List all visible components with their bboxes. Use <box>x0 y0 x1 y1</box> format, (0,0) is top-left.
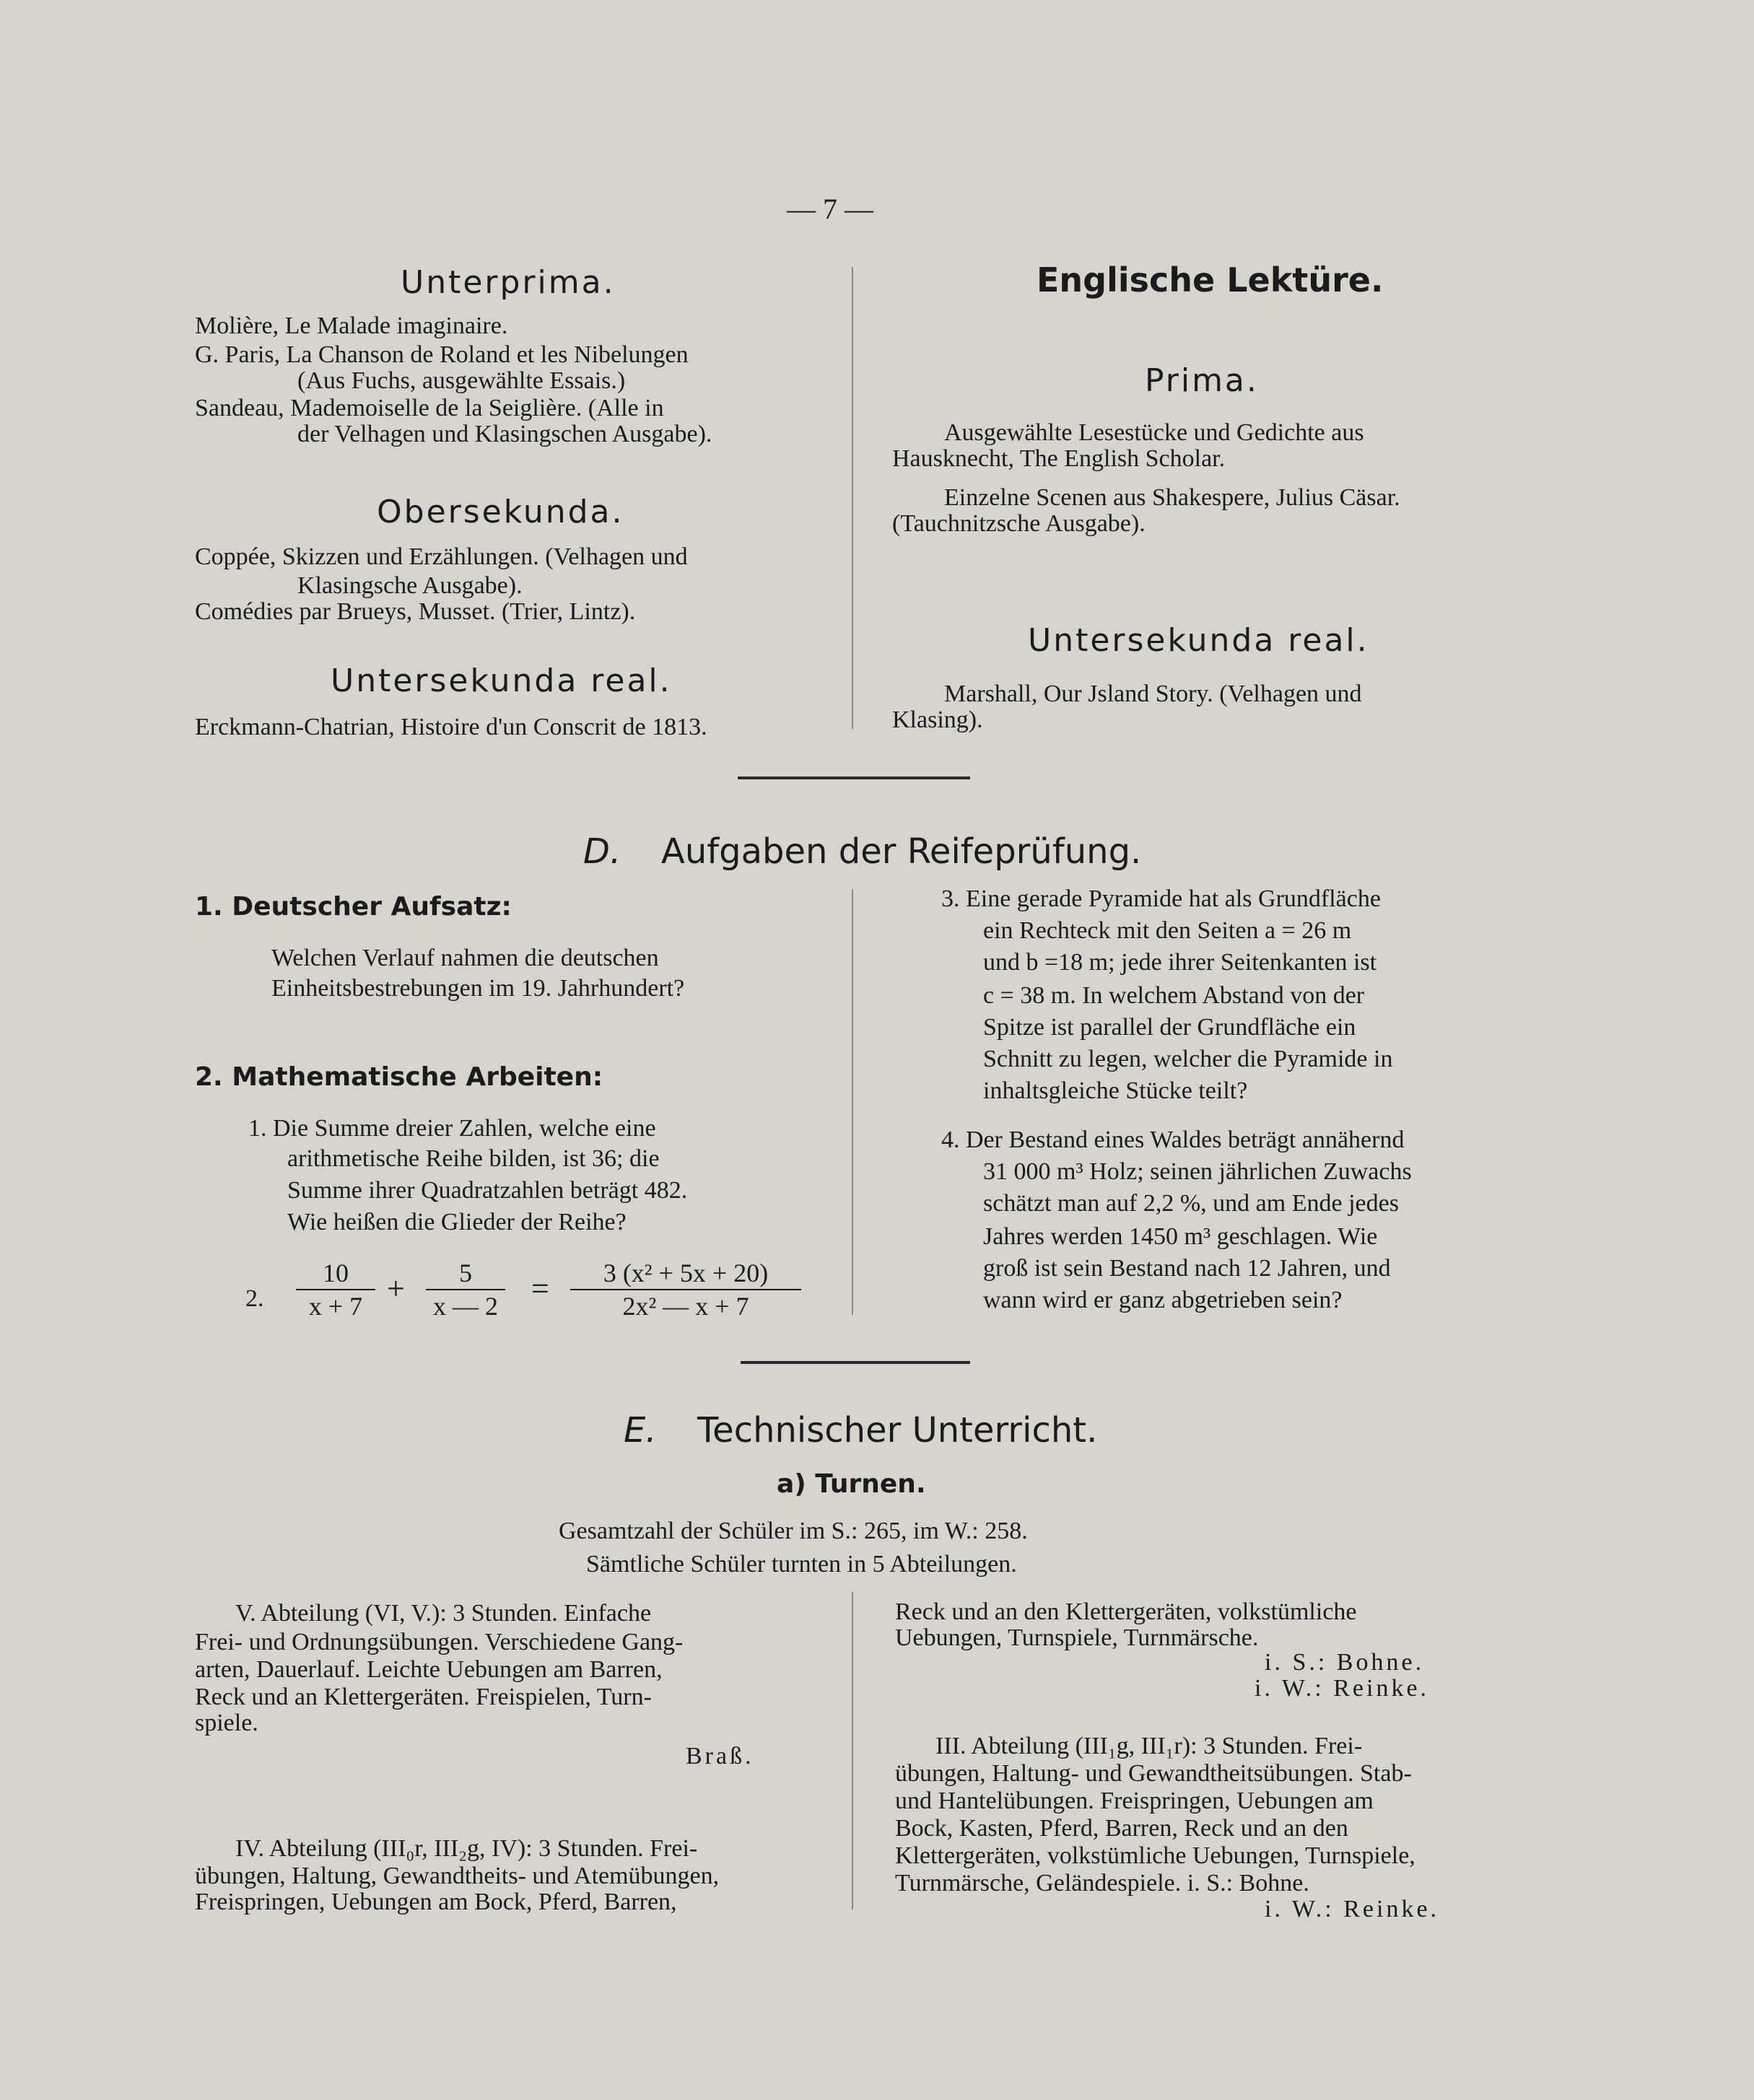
text-line: c = 38 m. In welchem Abstand von der <box>983 982 1365 1009</box>
text-line: Spitze ist parallel der Grundfläche ein <box>983 1014 1356 1041</box>
text-line: Marshall, Our Jsland Story. (Velhagen und <box>944 681 1362 707</box>
text-line: Klasing). <box>892 706 983 733</box>
column-divider <box>852 889 853 1315</box>
teacher-name: i. W.: Reinke. <box>1255 1675 1430 1702</box>
text-line: Einheitsbestrebungen im 19. Jahrhundert? <box>271 975 685 1002</box>
text-line: spiele. <box>195 1710 258 1736</box>
teacher-name: i. S.: Bohne. <box>1265 1649 1425 1676</box>
text-line: Turnmärsche, Geländespiele. i. S.: Bohne. <box>895 1870 1309 1896</box>
text-line: Jahres werden 1450 m³ geschlagen. Wie <box>983 1223 1378 1250</box>
text-line: schätzt man auf 2,2 %, und am Ende jedes <box>983 1190 1399 1217</box>
text-line: Comédies par Brueys, Musset. (Trier, Lintz). <box>195 598 636 625</box>
heading-prima: Prima. <box>1145 362 1259 399</box>
text-line: Freispringen, Uebungen am Bock, Pferd, Barren, <box>195 1889 677 1915</box>
text-line: Reck und an den Klettergeräten, volkstümliche <box>895 1598 1357 1625</box>
text-line: übungen, Haltung, Gewandtheits- und Atemübungen, <box>195 1863 720 1889</box>
text-line: der Velhagen und Klasingschen Ausgabe). <box>297 421 712 447</box>
text-line: 1. Die Summe dreier Zahlen, welche eine <box>248 1115 656 1142</box>
text-line: inhaltsgleiche Stücke teilt? <box>983 1077 1248 1104</box>
text-line: 3. Eine gerade Pyramide hat als Grundfläche <box>941 885 1381 912</box>
text-line: Ausgewählte Lesestücke und Gedichte aus <box>944 419 1364 446</box>
equation <box>245 1257 823 1322</box>
text-line: Sämtliche Schüler turnten in 5 Abteilungen. <box>586 1551 1017 1578</box>
column-divider <box>852 1592 853 1909</box>
text-line: Molière, Le Malade imaginaire. <box>195 312 508 339</box>
section-separator <box>738 776 970 779</box>
text-line: Summe ihrer Quadratzahlen beträgt 482. <box>287 1177 688 1204</box>
text-line: und Hantelübungen. Freispringen, Uebungen am <box>895 1788 1374 1814</box>
fraction-3-numerator: 3 (x² + 5x + 20) <box>603 1259 769 1287</box>
page-number: — 7 — <box>787 193 873 225</box>
fraction-2-denominator: x — 2 <box>433 1292 498 1321</box>
text-line: ein Rechteck mit den Seiten a = 26 m <box>983 917 1352 944</box>
fraction-1-denominator: x + 7 <box>308 1292 363 1321</box>
heading-englische-lektuere: Englische Lektüre. <box>1037 261 1384 299</box>
text-line: Erckmann-Chatrian, Histoire d'un Conscrit de 1813. <box>195 714 707 740</box>
text-line: III. Abteilung (III₁g, III₁r): 3 Stunden. Frei- <box>935 1733 1363 1759</box>
heading-unterprima: Unterprima. <box>401 264 616 301</box>
equals-sign: = <box>531 1271 549 1306</box>
text-line: Bock, Kasten, Pferd, Barren, Reck und an den <box>895 1815 1348 1842</box>
text-line: übungen, Haltung- und Gewandtheitsübungen. Stab- <box>895 1760 1412 1787</box>
text-line: Wie heißen die Glieder der Reihe? <box>287 1209 627 1235</box>
text-line: Reck und an Klettergeräten. Freispielen, Turn- <box>195 1684 652 1710</box>
text-line: groß ist sein Bestand nach 12 Jahren, und <box>983 1255 1391 1282</box>
teacher-name: Braß. <box>686 1743 754 1769</box>
section-d-letter: D. <box>583 831 621 872</box>
text-line: (Tauchnitzsche Ausgabe). <box>892 510 1146 537</box>
heading-deutscher-aufsatz: 1. Deutscher Aufsatz: <box>195 892 512 922</box>
text-line: wann wird er ganz abgetrieben sein? <box>983 1287 1343 1313</box>
text-line: Klettergeräten, volkstümliche Uebungen, Turnspiele, <box>895 1842 1415 1869</box>
text-line: Gesamtzahl der Schüler im S.: 265, im W.: 258. <box>559 1518 1028 1544</box>
text-line: Welchen Verlauf nahmen die deutschen <box>271 945 659 971</box>
text-line: V. Abteilung (VI, V.): 3 Stunden. Einfache <box>235 1600 652 1627</box>
text-line: IV. Abteilung (III₀r, III₂g, IV): 3 Stunden. Frei- <box>235 1835 698 1862</box>
text-line: Sandeau, Mademoiselle de la Seiglière. (Alle in <box>195 395 664 421</box>
text-line: arten, Dauerlauf. Leichte Uebungen am Barren, <box>195 1656 663 1683</box>
heading-untersekunda-right: Untersekunda real. <box>1028 622 1369 659</box>
heading-untersekunda-left: Untersekunda real. <box>331 662 672 699</box>
text-line: Coppée, Skizzen und Erzählungen. (Velhagen und <box>195 543 688 570</box>
text-line: Klasingsche Ausgabe). <box>297 572 523 599</box>
heading-mathematische-arbeiten: 2. Mathematische Arbeiten: <box>195 1062 603 1092</box>
heading-obersekunda: Obersekunda. <box>377 494 624 530</box>
section-d-title: Aufgaben der Reifeprüfung. <box>661 831 1142 872</box>
text-line: Hausknecht, The English Scholar. <box>892 445 1226 472</box>
text-line: 4. Der Bestand eines Waldes beträgt annähernd <box>941 1126 1405 1153</box>
text-line: G. Paris, La Chanson de Roland et les Nibelungen <box>195 341 689 368</box>
heading-turnen: a) Turnen. <box>777 1469 926 1499</box>
plus-sign: + <box>387 1271 405 1306</box>
fraction-1-numerator: 10 <box>323 1259 349 1287</box>
text-line: arithmetische Reihe bilden, ist 36; die <box>287 1145 660 1172</box>
text-line: Schnitt zu legen, welcher die Pyramide in <box>983 1046 1393 1072</box>
teacher-name: i. W.: Reinke. <box>1265 1896 1440 1922</box>
text-line: und b =18 m; jede ihrer Seitenkanten ist <box>983 949 1377 976</box>
fraction-3-denominator: 2x² — x + 7 <box>622 1292 749 1321</box>
text-line: 31 000 m³ Holz; seinen jährlichen Zuwachs <box>983 1158 1412 1185</box>
fraction-2-numerator: 5 <box>459 1259 472 1287</box>
text-line: Frei- und Ordnungsübungen. Verschiedene Gang- <box>195 1629 684 1655</box>
text-line: Uebungen, Turnspiele, Turnmärsche. <box>895 1624 1259 1651</box>
task-number: 2. <box>245 1285 264 1312</box>
text-line: (Aus Fuchs, ausgewählte Essais.) <box>297 367 626 394</box>
section-e-letter: E. <box>624 1410 657 1451</box>
section-e-title: Technischer Unterricht. <box>697 1410 1098 1451</box>
column-divider <box>852 267 853 729</box>
text-line: Einzelne Scenen aus Shakespere, Julius Cäsar. <box>944 484 1400 511</box>
section-separator <box>741 1361 970 1364</box>
